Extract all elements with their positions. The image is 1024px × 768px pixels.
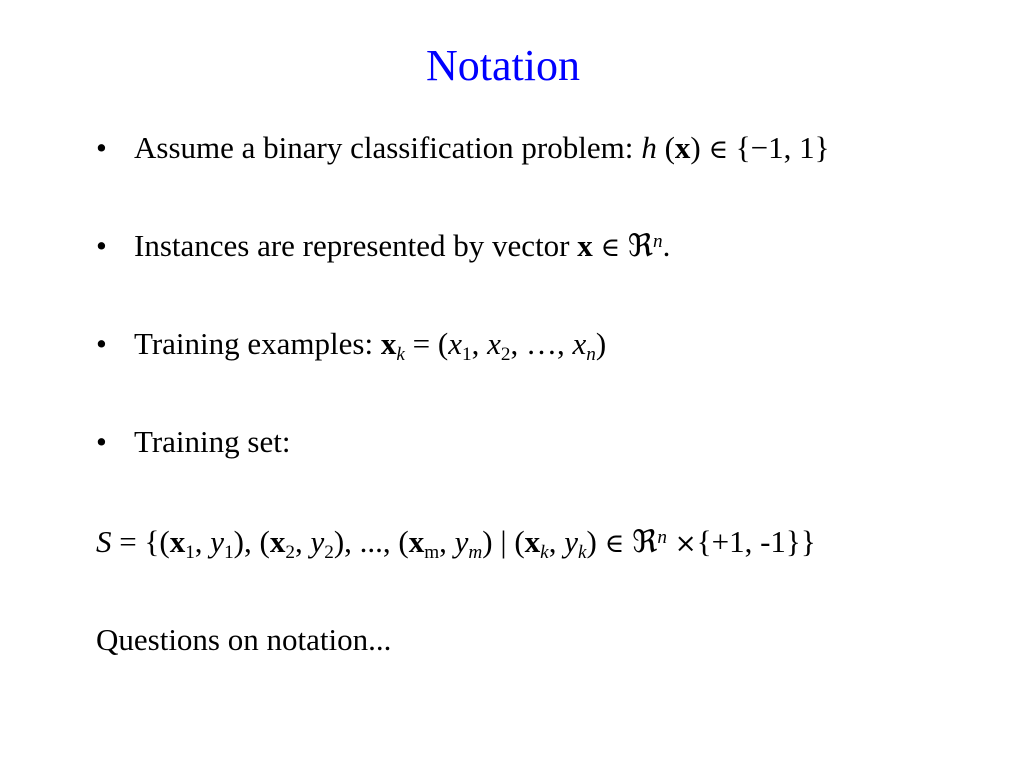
reals-symbol: ℜ [632, 524, 658, 559]
times-symbol: × [674, 529, 697, 559]
element-of-symbol: ∈ [600, 233, 621, 263]
closing-question: Questions on notation... [96, 622, 392, 657]
bullet-text: Training examples: [134, 326, 381, 361]
math-training-example-vector: $x_k = (x_1$, $x_2$, …, $x_n$) [380, 326, 607, 365]
bullet-training-set [96, 423, 290, 461]
element-of-symbol: ∈ [604, 529, 625, 559]
bullet-text: Training set: [134, 424, 291, 459]
element-of-symbol: ∈ [708, 135, 728, 165]
math-x-in-reals: x ∈ ℜ$^n$. [577, 228, 671, 263]
bullet-text: Assume a binary classification problem: [134, 130, 634, 165]
bullet-instances-vector [96, 227, 670, 267]
bullet-binary-classification [96, 129, 830, 169]
bullet-text: Instances are represented by vector [134, 228, 578, 263]
bullet-marker: • [96, 326, 107, 361]
bullet-marker: • [96, 130, 107, 165]
training-set-definition: $S = \{(x_1$, $y_1$), ($x_2$, $y_2$), ..., ($x_m$, $y_m$) | ($x_k$, $y_k$) ∈ ℜ$^n$ ×{+1, -1}} [96, 524, 816, 563]
reals-symbol: ℜ [627, 228, 653, 263]
slide-title: Notation [426, 41, 580, 90]
math-h-of-x: h (x) ∈ {−1, 1} [641, 130, 830, 165]
bullet-marker: • [96, 228, 107, 263]
bullet-training-examples [96, 325, 606, 363]
bullet-marker: • [96, 424, 107, 459]
